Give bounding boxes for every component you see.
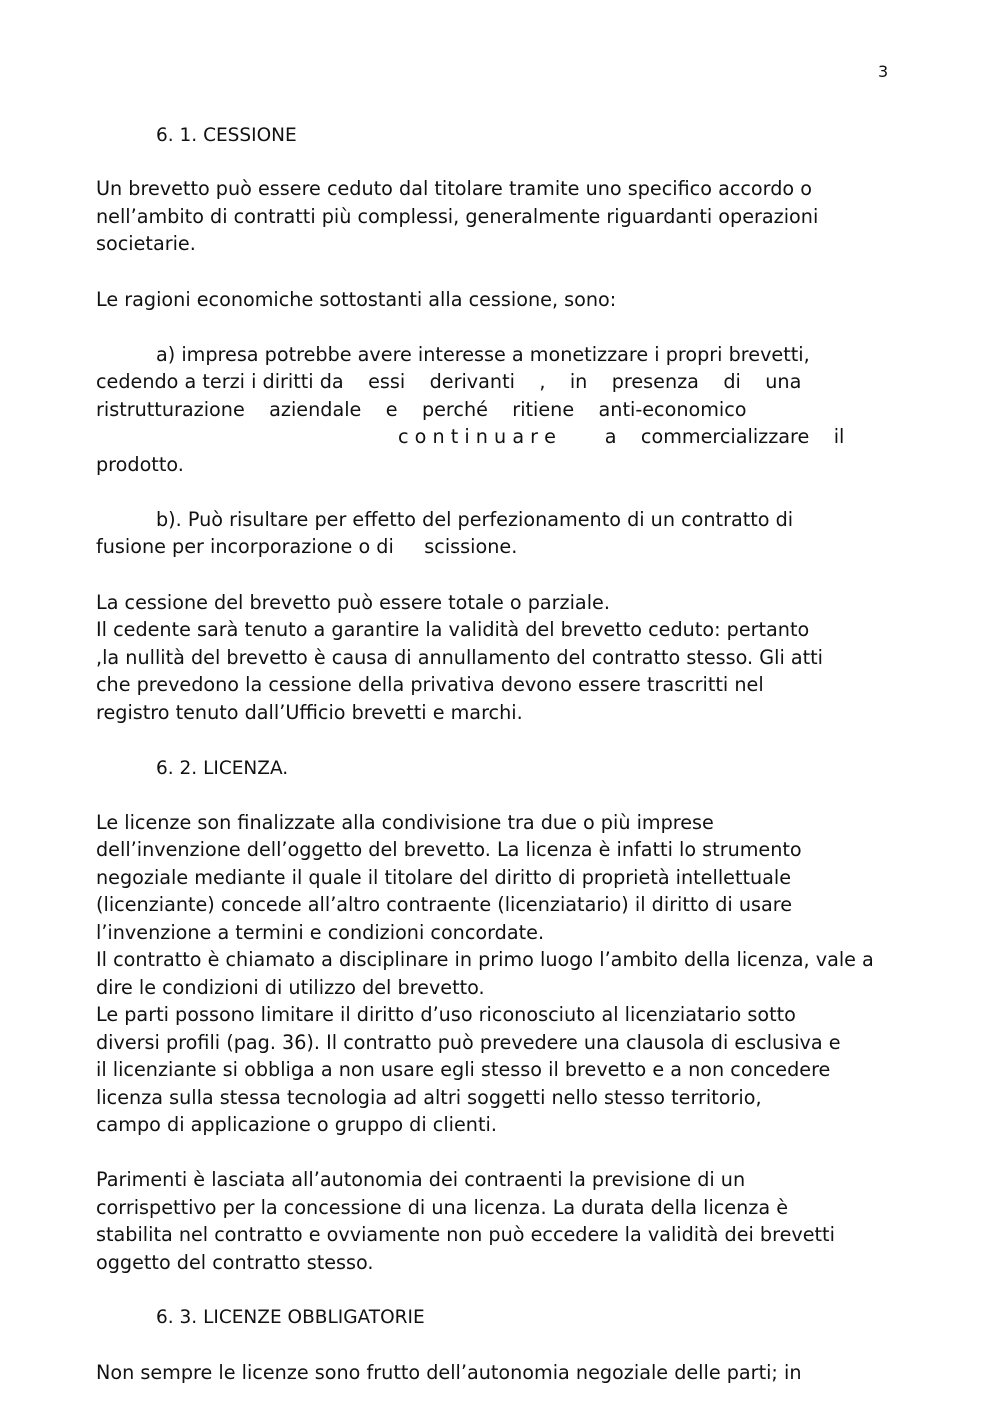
- list-item-a-line: cedendo a terzi i diritti da essi derivanti , in presenza di una: [96, 370, 802, 393]
- paragraph-line: Un brevetto può essere ceduto dal titolare tramite uno specifico accordo o: [96, 177, 812, 200]
- paragraph-line: La cessione del brevetto può essere totale o parziale.: [96, 591, 610, 614]
- paragraph-line: Le ragioni economiche sottostanti alla cessione, sono:: [96, 288, 617, 311]
- paragraph-line: corrispettivo per la concessione di una licenza. La durata della licenza è: [96, 1196, 789, 1219]
- paragraph-line: campo di applicazione o gruppo di clienti.: [96, 1113, 497, 1136]
- paragraph-line: Le parti possono limitare il diritto d’uso riconosciuto al licenziatario sotto: [96, 1003, 796, 1026]
- paragraph-line: diversi profili (pag. 36). Il contratto può prevedere una clausola di esclusiva e: [96, 1031, 841, 1054]
- list-item-b: b). Può risultare per effetto del perfezionamento di un contratto di: [156, 508, 794, 531]
- paragraph-line: Parimenti è lasciata all’autonomia dei contraenti la previsione di un: [96, 1168, 746, 1191]
- paragraph-line: nell’ambito di contratti più complessi, generalmente riguardanti operazioni: [96, 205, 819, 228]
- list-item-a-line: prodotto.: [96, 453, 184, 476]
- paragraph-line: il licenziante si obbliga a non usare egli stesso il brevetto e a non concedere: [96, 1058, 831, 1081]
- paragraph-line: che prevedono la cessione della privativa devono essere trascritti nel: [96, 673, 764, 696]
- section-heading-licenze-obbligatorie: 6. 3. LICENZE OBBLIGATORIE: [156, 1307, 425, 1328]
- paragraph-line: Non sempre le licenze sono frutto dell’autonomia negoziale delle parti; in: [96, 1361, 802, 1384]
- paragraph-line: Le licenze son finalizzate alla condivisione tra due o più imprese: [96, 811, 714, 834]
- paragraph-line: Il cedente sarà tenuto a garantire la validità del brevetto ceduto: pertanto: [96, 618, 810, 641]
- paragraph-line: ,la nullità del brevetto è causa di annullamento del contratto stesso. Gli atti: [96, 646, 824, 669]
- page-number: 3: [878, 62, 889, 81]
- list-item-a-line: c o n t i n u a r e a commercializzare il: [398, 425, 845, 448]
- paragraph-line: societarie.: [96, 232, 196, 255]
- list-item-a-line: ristrutturazione aziendale e perché ritiene anti-economico: [96, 398, 747, 421]
- section-heading-cessione: 6. 1. CESSIONE: [156, 125, 297, 146]
- paragraph-line: registro tenuto dall’Ufficio brevetti e marchi.: [96, 701, 523, 724]
- paragraph-line: Il contratto è chiamato a disciplinare in primo luogo l’ambito della licenza, vale a: [96, 948, 874, 971]
- paragraph-line: l’invenzione a termini e condizioni concordate.: [96, 921, 545, 944]
- paragraph-line: stabilita nel contratto e ovviamente non può eccedere la validità dei brevetti: [96, 1223, 835, 1246]
- paragraph-line: dell’invenzione dell’oggetto del brevetto. La licenza è infatti lo strumento: [96, 838, 802, 861]
- list-item-b-line: fusione per incorporazione o di scissione.: [96, 535, 518, 558]
- paragraph-line: dire le condizioni di utilizzo del brevetto.: [96, 976, 485, 999]
- paragraph-line: (licenziante) concede all’altro contraente (licenziatario) il diritto di usare: [96, 893, 793, 916]
- list-item-a: a) impresa potrebbe avere interesse a monetizzare i propri brevetti,: [156, 343, 810, 366]
- paragraph-line: licenza sulla stessa tecnologia ad altri soggetti nello stesso territorio,: [96, 1086, 762, 1109]
- section-heading-licenza: 6. 2. LICENZA.: [156, 758, 289, 779]
- paragraph-line: oggetto del contratto stesso.: [96, 1251, 374, 1274]
- paragraph-line: negoziale mediante il quale il titolare del diritto di proprietà intellettuale: [96, 866, 792, 889]
